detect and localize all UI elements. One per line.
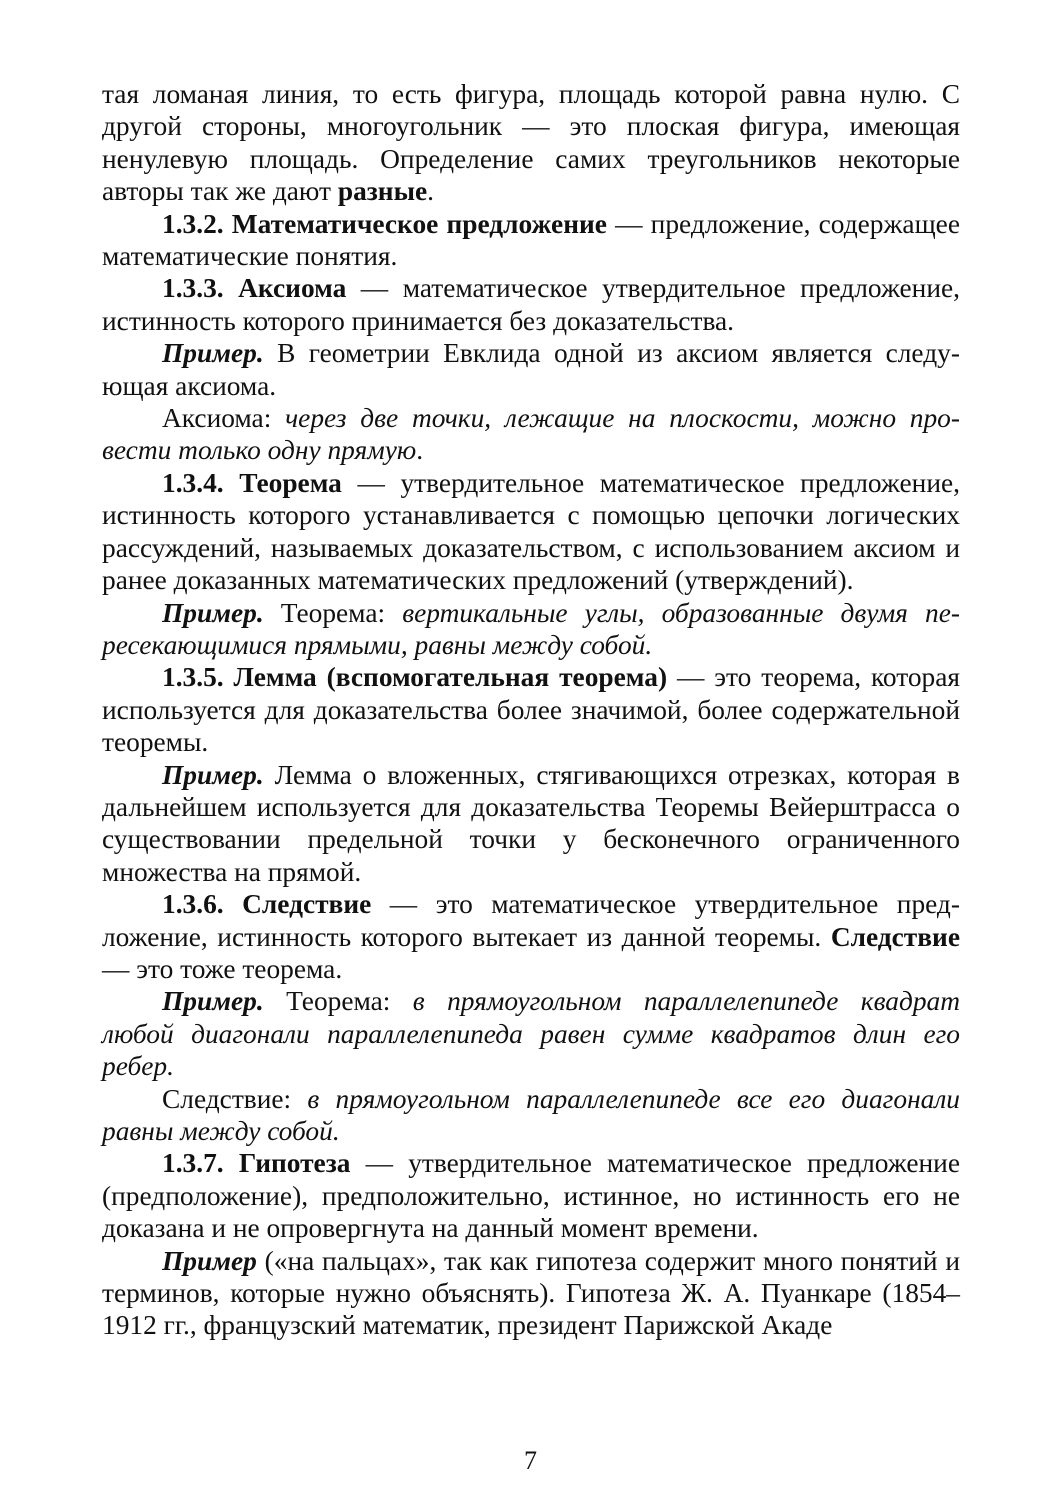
text-run: — предложение, содержащее математические понятия.	[102, 208, 960, 272]
text-run: Следствие:	[162, 1083, 308, 1114]
example-label: Пример	[162, 1245, 257, 1276]
example-label: Пример.	[162, 338, 264, 369]
text-run: .	[427, 176, 434, 207]
paragraph-example-hypothesis	[102, 1245, 960, 1342]
page-number: 7	[524, 1446, 537, 1475]
paragraph-def-1-3-4	[102, 467, 960, 597]
italic-statement: вертикальные углы, образованные двумя пересекающимися прямыми, равны между собой.	[102, 597, 960, 660]
italic-statement: через две точки, лежащие на плоскости, можно провести только одну прямую	[102, 403, 961, 466]
text-column	[102, 78, 960, 1342]
text-run: — это тоже теорема.	[102, 953, 343, 984]
bold-term: 1.3.7. Гипотеза	[162, 1148, 351, 1179]
text-run: Теорема:	[263, 597, 403, 628]
text-run: Теорема:	[263, 986, 413, 1017]
paragraph-example-lemma	[102, 759, 960, 889]
paragraph-intro-continuation	[102, 78, 960, 208]
paragraph-def-1-3-2	[102, 208, 960, 273]
italic-statement: в прямоугольном параллелепипеде квадрат любой диагонали параллелепипеда равен сумме квадратов длин его ребер.	[102, 986, 960, 1082]
bold-term: разные	[337, 176, 428, 207]
text-run: .	[416, 435, 424, 466]
paragraph-def-1-3-6	[102, 888, 960, 985]
paragraph-def-1-3-5	[102, 661, 960, 758]
text-run: — это математическое утвердительное предложение, истинность которого вытекает из данной теоремы.	[102, 889, 960, 952]
bold-term: 1.3.2. Математическое предложение	[162, 208, 607, 239]
bold-term: 1.3.5. Лемма (вспомогательная теорема)	[162, 662, 668, 693]
text-run: — утвердительное математическое предложение, истинность которого устанавливается с помощью цепочки логических рассуждений, называемых доказательством, с использованием аксиом и ранее доказанных математических предложений (утверждений).	[102, 467, 960, 596]
paragraph-def-1-3-7	[102, 1147, 960, 1244]
bold-term: 1.3.3. Аксиома	[162, 273, 347, 304]
bold-term: 1.3.4. Теорема	[162, 467, 342, 498]
text-run: — утвердительное математическое предложение (предположение), предположительно, истинное, но истинность его не доказана и не опровергнута на данный момент времени.	[102, 1148, 961, 1244]
text-run: Лемма о вложенных, стягивающихся отрезках, которая в дальнейшем используется для доказательства Теоремы Вейерштрасса о существовании предельной точки у бесконечного ограниченного множества на прямой.	[102, 759, 960, 887]
text-run: Аксиома:	[162, 403, 286, 434]
paragraph-example-axiom	[102, 337, 960, 402]
bold-term: 1.3.6. Следствие	[162, 889, 372, 920]
text-run: В геометрии Евклида одной из аксиом является следующая аксиома.	[102, 338, 960, 401]
text-run: («на пальцах», так как гипотеза содержит много понятий и терминов, которые нужно объяснять). Гипотеза Ж. А. Пуанкаре (1854–1912 гг., французский математик, президент Парижской Акаде	[102, 1245, 960, 1341]
example-label: Пример.	[162, 986, 264, 1017]
italic-statement: в прямоугольном параллелепипеде все его диагонали равны между собой.	[102, 1083, 960, 1146]
text-run: — это теорема, которая используется для доказательства более значимой, более содержательной теоремы.	[102, 662, 960, 758]
paragraph-axiom-statement	[102, 402, 960, 467]
paragraph-example-corollary-theorem	[102, 985, 960, 1082]
text-run: — математическое утвердительное предложение, истинность которого принимается без доказательства.	[102, 273, 960, 336]
paragraph-example-theorem	[102, 597, 960, 662]
bold-term: Следствие	[830, 921, 960, 952]
text-run: тая ломаная линия, то есть фигура, площадь которой равна нулю. С другой стороны, многоугольник — это плоская фигура, имеющая ненулевую площадь. Определение самих треугольников некоторые авторы так же дают	[102, 79, 960, 207]
paragraph-corollary-statement	[102, 1083, 960, 1148]
example-label: Пример.	[162, 597, 264, 628]
paragraph-def-1-3-3	[102, 272, 960, 337]
example-label: Пример.	[162, 759, 264, 790]
